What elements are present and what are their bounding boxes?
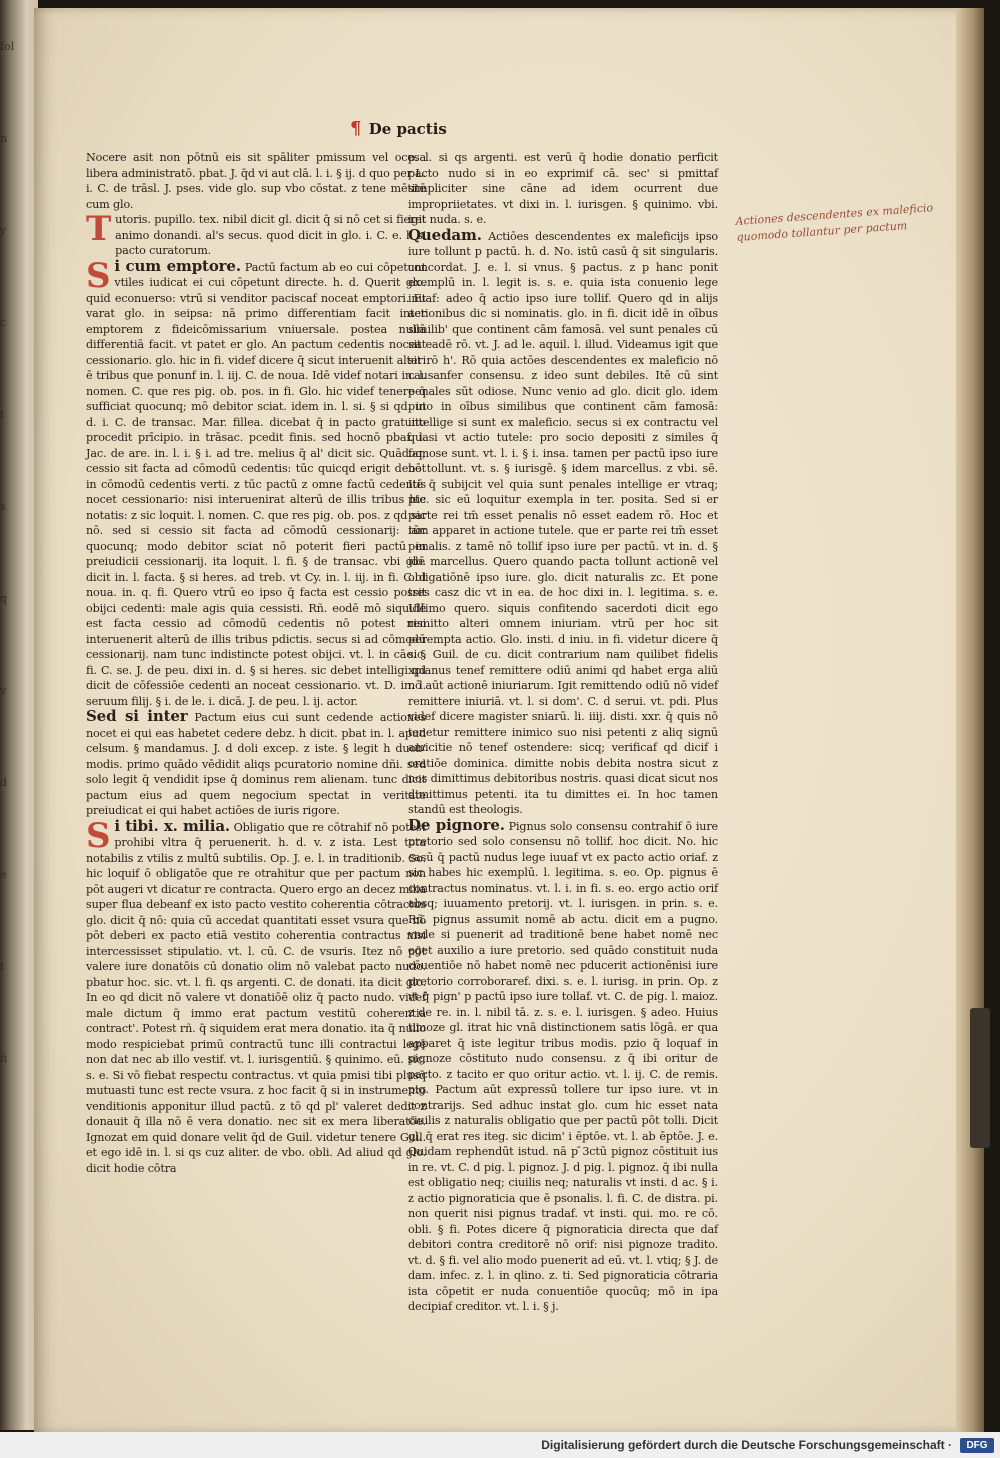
paragraph-text: Obligatio que re cōtrahif nō potest prohibi vltra q̄ peruenerit. h. d. v. z ista. Lest tota notabilis z vtilis z multū subtilis. Op. J. e. l. in traditionib. So. hic loquif ō obligatōe que re otrahitur que per pactum non pōt augeri vt dicatur re contracta. Quero ergo an decez milia super flua debeanf ex isto pacto vestito coherentia cōtractus glo. dicit q̄ nō: quia cū accedat quantitati esset vsura que nō pōt deberi ex pacto etiā vestito coherentia contractus nisi intercessisset stipulatio. vt. l. cū. C. de vsuris. Itez nō pōt valere iure donatōis cū donatio olim nō valebat pacto nudo. pbatur hoc. sic. vt. l. fi. qs argenti. C. de donati. ita dicit glo. In eo qd dicit nō valere vt donatiōē oliz q̄ pacto nudo. videf male dictum q̄ immo erat pactum vestitū coherentia contract'. Potest rñ. q̄ siquidem erat mera donatio. ita q̄ nullo modo respiciebat primū contractū tunc illi contractui legē non dat nec ab illo vestif. vt. l. iurisgentiū. § quinimo. eū. sic. s. e. Si vō fiebat respectu contractus. vt quia pmisi tibi plusq̄ mutuasti tunc est recte vsura. z hoc facit q̄ si in instrumento venditionis apponitur illud pactū. z tō qd pl' valeret dedit z donauit q̄ illa nō ē vera donatio. nec sit ex mera liberatōe. Ignozat em quid donare velit q̄d de Guil. videtur tenere Guil. et ego idē in. l. si qs cuz aliter. de vbo. obli. Ad aliud qd glo. dicit hodie cōtra <box>86 820 426 1175</box>
lemma-heading: i cum emptore. <box>114 256 241 275</box>
red-initial: T <box>86 209 112 249</box>
red-initial: S <box>86 815 111 856</box>
left-page-edge <box>0 0 38 1430</box>
lemma-heading: i tibi. x. milia. <box>114 816 230 835</box>
paragraph-text: Pignus solo consensu contrahif ō iure pretorio sed solo consensu nō tollif. hoc dicit. No. hic casū q̄ pactū nudus lege iuuaf vt ex pacto actio oriaf. z sic habes hic exemplū. l. legitima. s. eo. Op. pignus ē contractus nominatus. vt. l. i. in fi. s. eo. ergo actio orif absq; iuuamento pretorij. vt. l. iurisgen. in prin. s. e. Rñ. pignus assumit nomē ab actu. dicit em a pugno. vnde si puenerit ad traditionē bene habet nomē nec eget auxilio a iure pretorio. sed quādo constituit nuda cōuentiōe nō habet nomē nec pducerit actionēnisi iure pretorio corroboraref. dixi. s. e. l. iurisg. in prin. Op. z vt q̄ pign' p pactū ipso iure tollaf. vt. C. de pig. l. maioz. z de re. in. l. nibil tā. z. s. e. l. iurisgen. § adeo. Huius timoze gl. itrat hic vnā distinctionem satis lōgā. er qua apparet q̄ iste legitur tribus modis. pzio q̄ loquaf in pignoze cōstituto nudo consensu. z q̄ ibi oritur de pacto. z tacito er quo oritur actio. vt. l. ij. C. de remis. pig. Pactum aūt expressū tollere tur ipso iure. vt in contrarijs. Sed adhuc instat glo. cum hic esset nata ciuilis z naturalis obligatio que per pactū pōt tolli. Dicit gl. q̄ erat res iteg. sic dicim' i ēptōe. vt. l. ab ēptōe. J. e. Quidam rephendūt istud. nā p ̄3ctū pignoz cōstituit ius in re. vt. C. d pig. l. pignoz. J. d pig. l. pignoz. q̄ ibi nulla est obligatio neq; ciuilis neq; naturalis vt insti. d ac. § i. z actio pignoraticia que ē psonalis. l. fi. C. de distra. pi. non querit nisi pignus tradaf. vt insti. qui. mo. re cō. obli. § fi. Potes dicere q̄ pignoraticia directa que daf debitori contra creditorē nō orif: nisi pignoze tradito. vt. d. § fi. vel alio modo puenerit ad eū. vt. l. vtiq; § J. de dam. infec. z. l. in qlino. z. ti. Sed pignoraticia cōtraria ista cōpetit er nuda conuentiōe quocūq; mō in ipa decipiaf creditor. vt. l. i. § j. <box>408 819 718 1313</box>
edge-fragment: s <box>0 500 6 513</box>
edge-fragment: n <box>0 132 8 145</box>
edge-fragment: y <box>0 224 7 237</box>
running-head-title: De pactis <box>368 120 447 138</box>
paragraph <box>86 815 426 1177</box>
left-text-column <box>86 150 427 1175</box>
pilcrow-mark: ¶ <box>350 118 362 139</box>
lemma-heading: Sed si inter <box>86 707 188 725</box>
footer-bar <box>0 1432 1000 1458</box>
edge-fragment: e <box>0 868 7 881</box>
lemma-heading: De pignore. <box>408 815 505 834</box>
dfg-logo: DFG <box>960 1438 994 1453</box>
edge-fragment: t <box>0 408 5 421</box>
running-head <box>350 118 550 142</box>
right-page-edge <box>956 8 984 1433</box>
paragraph <box>86 709 426 819</box>
paragraph-text: Pactū factum ab eo cui cōpetunt vtiles iudicat ei cui cōpetunt directe. h. d. Querit glo. quid econuerso: vtrū si venditor paciscaf noceat emptori. Et varat glo. in seipsa: nā primo differentiam facit inter emptorem z fideicōmissarium vniuersale. postea nullā differentiā facit. vt patet er glo. An pactum cedentis noceat cessionario. glo. hic in fi. videf dicere q̄ sicut interuenit alteri ē tribus que ponunf in. l. iij. C. de noua. Idē videf notari in. l. nomen. C. que res pig. ob. pos. in fi. Glo. hic videf tenere q̄ sufficiat quocunq; mō debitor sciat. idem in. l. si. § si qd. in d. i. C. de transac. Mar. fillea. dicebat q̄ in pacto gratuito procedit prīcipio. in trāsac. pcedit finis. sed hocnō pbaf. l. Jac. de are. in. l. i. § i. ad tre. melius q̄ al' dicit sic. Quādoq; cessio sit facta ad cōmodū cedentis: tūc quicqd erigit debet in cōmodū cedentis verti. z tūc pactū z omne factū cedentis nocet cessionario: nisi interuenirat alterū de illis tribus hic notatis: z sic loquit. l. nomen. C. que res pig. ob. pos. z qd sic nō. sed si cessio sit facta ad cōmodū cessionarij: tūc quocunq; modo debitor sciat nō poterit fieri pactū in preiudicii cessionarij. ita loquit. l. fi. § de transac. vbi glo. dicit in. l. facta. § si heres. ad treb. vt Cy. in. l. iij. in fi. C. d noua. in. q. fi. Quero vtrū eo ipso q̄ facta est cessio possit obijci cedenti: male agis quia cessisti. Rñ. eodē mō siquidē est facta cessio ad cōmodū cedentis nō potest nisi interuenerit alterū de illis tribus pdictis. secus si ad cōmodū cessionarij. nam tunc indistincte potest obijci. vt. l. in cāe. § fi. C. se. J. de peu. dixi in. d. § si heres. sic debet intelligi qd dicit de cōfessiōe cedenti an noceat cessionario. vt. D. in. l. seruum filij. § i. de le. i. dicā. J. de peu. l. ij. actor. <box>86 260 426 708</box>
paragraph: Nocere asit non pōtnū eis sit spāliter pmissum vel ocesa libera administratō. pbat. J. q̄d vi aut clā. l. i. § ij. d quo per L. i. C. de trāsl. J. pses. vide glo. sup vbo cōstat. z tene mētitē cum glo. <box>86 151 426 211</box>
edge-fragment: q <box>0 592 8 605</box>
paragraph-text: Actiōes descendentes ex maleficijs ipso iure tollunt p pactū. h. d. No. istū casū q̄ sit singularis. concordat. J. e. l. si vnus. § pactus. z p hanc ponit exemplū in. l. legit is. s. e. quia ista conuenio lege inuaf: adeo q̄ actio ipso iure tollif. Quero qd in alijs actionibus dic si nominatis. glo. in fi. dicit idē in oībus similib' que continent cām famosā. vel sunt penales cū sit eadē rō. vt. J. ad le. aquil. l. illud. Videamus igit que sit rō h'. Rō quia actōes descendentes ex maleficio nō causanfer consensu. z ideo sunt debiles. Itē cū sint penales sūt odiose. Nunc venio ad glo. dicit glo. idem puto in oībus similibus que continent cām famosā: intellige si sunt ex maleficio. secus si ex contractu vel quasi vt actio tutele: pro socio depositi z similes q̄ famose sunt. vt. l. i. § i. insa. tamen per pactū ipso iure nō tollunt. vt. s. § iurisgē. § idem marcellus. z vbi. sē. Itē q̄ subijcit vel quia sunt penales intellige er vtraq; pte. sic eū loquitur exempla in ter. posita. Sed si er parte rei tm̄ esset penalis nō esset eadem rō. Hoc et iam apparet in actione tutele. que er parte rei tm̄ esset penalis. z tamē nō tollif ipso iure per pactū. vt in. d. § idē marcellus. Quero quando pacta tollunt actionē vel obligatiōnē ipso iure. glo. dicit naturalis zc. Et pone tres casz dic vt in ea. de hoc dixi in. l. legitima. s. e. Ultimo quero. siquis confitendo sacerdoti dicit ego remitto alteri omnem iniuriam. vtrū per hoc sit perempta actio. Glo. insti. d iniu. in fi. videtur dicere q̄ sic. Guil. de cu. dicit contrarium nam quilibet fidelis xpianus tenef remittere odiū animi qd habet erga aliū nō aūt actionē iniuriarum. Igit remittendo odiū nō videf remittere iniuriā. vt. l. si dom'. C. d serui. vt. pdi. Plus videf dicere magister sniarū. li. iiij. disti. xxr. q̄ quis nō tenetur remittere inimico suo nisi petenti z aliq signū amicitie nō tenef ostendere: sicq; verificaf qd dicif i oratiōe dominica. dimitte nobis debita nostra sicut z nos dimittimus debitoribus nostris. quasi dicat sicut nos dimittimus petenti. ita tu dimittes ei. In hoc tamen standū est theologis. <box>408 229 719 816</box>
edge-fragment: d <box>0 776 8 789</box>
paragraph-text: Pactum eius cui sunt cedende actiones nocet ei qui eas habetet cedere debz. h dicit. pbat in. l. apud celsum. § mandamus. J. d doli excep. z iste. § legit h duob' modis. primo quādo vēdidit aliqs pcuratorio nomine dñi. sed solo legit q̄ vendidit ipse q̄ dominus rem alienam. tunc dicit pactum eius ad quem negocium spectat in veritate preiudicat ei qui habet actiōes de iuris rigore. <box>86 711 427 817</box>
edge-fragment: t <box>0 960 5 973</box>
binding-clip <box>970 1008 990 1148</box>
paragraph <box>86 255 426 710</box>
edge-fragment: c <box>0 316 7 329</box>
paragraph <box>408 225 719 818</box>
right-text-column <box>408 150 719 1313</box>
edge-fragment: fol <box>0 40 15 53</box>
paragraph <box>86 209 426 259</box>
lemma-heading: Quedam. <box>408 225 482 244</box>
red-initial: S <box>86 255 111 296</box>
handwritten-marginal-note: Actiones descendentes ex maleficio quomodo tollantur per pactum <box>735 201 934 244</box>
footer-credit: Digitalisierung gefördert durch die Deutsche Forschungsgemeinschaft · <box>541 1438 952 1452</box>
paragraph-text: utoris. pupillo. tex. nibil dicit gl. dicit q̄ si nō cet si fieret animo donandi. al's secus. quod dicit in glo. i. C. e. l. si pacto curatorum. <box>115 213 426 257</box>
edge-fragment: v <box>0 684 7 697</box>
paragraph: p. l. si qs argenti. est verū q̄ hodie donatio perficit pacto nudo si in eo exprimif cā. sec' si pmittaf simpliciter sine cāne ad idem ocurrent due impropriietates. vt dixi in. l. iurisgen. § quinimo. vbi. igit nuda. s. e. <box>408 151 718 226</box>
edge-fragment: fi <box>0 1052 8 1065</box>
paragraph <box>408 815 718 1315</box>
